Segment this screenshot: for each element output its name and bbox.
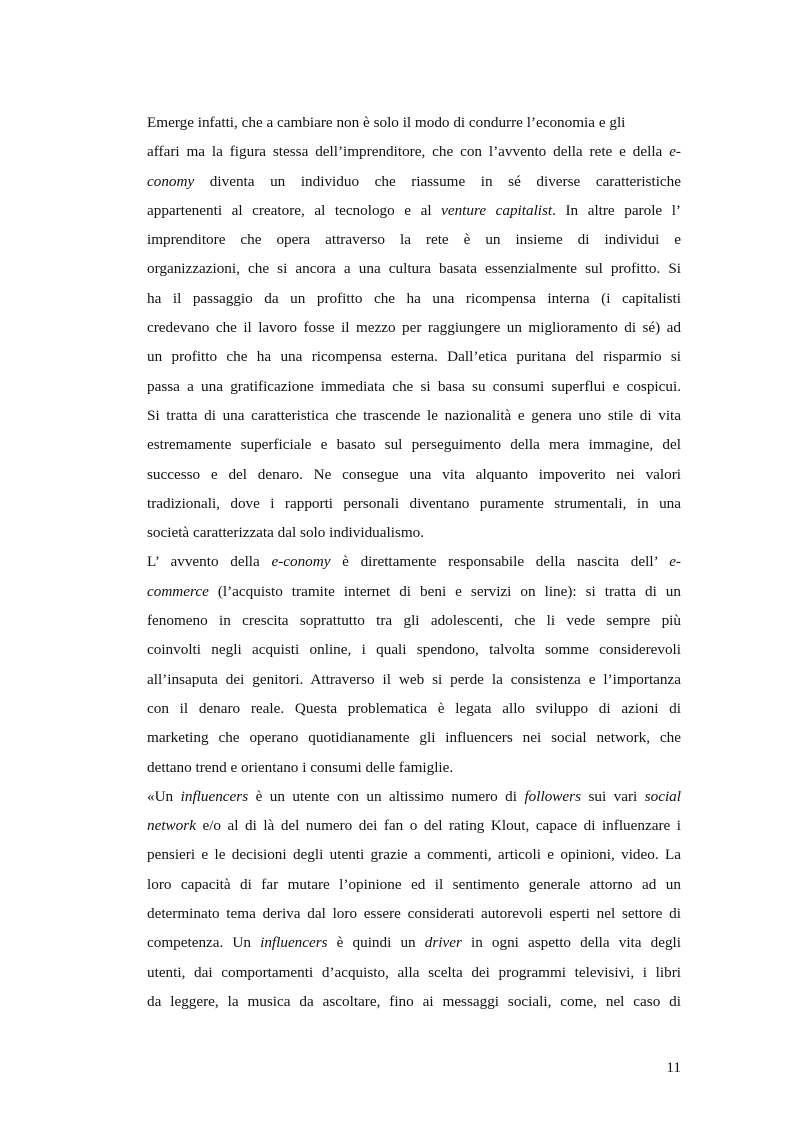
italic-run: e- [669, 143, 681, 161]
page-number: 11 [666, 1059, 681, 1076]
italic-run: influencers [260, 934, 328, 952]
italic-run: followers [524, 787, 581, 805]
text-run: è quindi un [327, 934, 425, 952]
italic-run: commerce [147, 582, 209, 600]
text-run: L’ avvento della [147, 553, 272, 571]
text-line [147, 665, 681, 694]
text-run: società caratterizzata dal solo individualismo. [147, 524, 425, 542]
text-line [147, 577, 681, 606]
text-line [147, 225, 681, 254]
text-run: sui vari [581, 787, 645, 805]
text-line [147, 284, 681, 313]
text-line [147, 635, 681, 664]
text-run: . In altre parole l’ [552, 201, 681, 219]
text-line [147, 958, 681, 987]
text-line [147, 137, 681, 166]
text-run: passa a una gratificazione immediata che si basa su consumi superflui e cospicui. [147, 377, 681, 395]
text-run: appartenenti al creatore, al tecnologo e al [147, 201, 442, 219]
body-text [147, 108, 681, 1016]
text-run: organizzazioni, che si ancora a una cultura basata essenzialmente sul profitto. Si [147, 260, 681, 278]
text-run: da leggere, la musica da ascoltare, fino ai messaggi sociali, come, nel caso di [147, 992, 681, 1010]
text-run: è direttamente responsabile della nascita dell’ [330, 553, 670, 571]
text-run: credevano che il lavoro fosse il mezzo per raggiungere un miglioramento di sé) ad [147, 319, 681, 337]
italic-run: conomy [147, 172, 195, 190]
text-run: in ogni aspetto della vita degli [461, 934, 681, 952]
text-line [147, 108, 681, 137]
text-line [147, 723, 681, 752]
text-run: tradizionali, dove i rapporti personali diventano puramente strumentali, in una [147, 494, 681, 512]
text-line [147, 840, 681, 869]
text-run: e/o al di là del numero dei fan o del rating Klout, capace di influenzare i [195, 817, 681, 835]
text-run: diventa un individuo che riassume in sé diverse caratteristiche [194, 172, 681, 190]
text-run: affari ma la figura stessa dell’imprenditore, che con l’avvento della rete e della [147, 143, 670, 161]
text-run: pensieri e le decisioni degli utenti grazie a commenti, articoli e opinioni, video. La [147, 846, 681, 864]
text-run: ha il passaggio da un profitto che ha una ricompensa interna (i capitalisti [147, 289, 681, 307]
text-line [147, 460, 681, 489]
italic-run: influencers [180, 787, 249, 805]
text-run: Emerge infatti, che a cambiare non è solo il modo di condurre l’economia e gli [147, 114, 626, 131]
text-run: un profitto che ha una ricompensa esterna. Dall’etica puritana del risparmio si [147, 348, 681, 366]
text-line [147, 196, 681, 225]
text-run: imprenditore che opera attraverso la rete è un insieme di individui e [147, 231, 681, 249]
text-run: successo e del denaro. Ne consegue una vita alquanto impoverito nei valori [147, 465, 681, 483]
text-run: loro capacità di far mutare l’opinione ed il sentimento generale attorno ad un [147, 875, 681, 893]
text-line [147, 489, 681, 518]
text-line [147, 811, 681, 840]
text-line [147, 870, 681, 899]
text-line [147, 928, 681, 957]
italic-run: driver [424, 934, 462, 952]
text-run: utenti, dai comportamenti d’acquisto, alla scelta dei programmi televisivi, i libri [147, 963, 681, 981]
italic-run: e-conomy [271, 553, 331, 571]
text-run: determinato tema deriva dal loro essere considerati autorevoli esperti nel settore di [147, 905, 681, 923]
text-line [147, 753, 681, 782]
text-run: all’insaputa dei genitori. Attraverso il web si perde la consistenza e l’importanza [147, 670, 681, 688]
text-run: competenza. Un [147, 934, 261, 952]
text-run: Si tratta di una caratteristica che trascende le nazionalità e genera uno stile di vita [147, 406, 681, 424]
text-line [147, 987, 681, 1016]
text-run: (l’acquisto tramite internet di beni e servizi on line): si tratta di un [208, 582, 681, 600]
text-run: marketing che operano quotidianamente gli influencers nei social network, che [147, 729, 681, 747]
text-line [147, 518, 681, 547]
italic-run: e- [669, 553, 681, 571]
text-line [147, 313, 681, 342]
text-line [147, 430, 681, 459]
text-line [147, 254, 681, 283]
text-run: fenomeno in crescita soprattutto tra gli adolescenti, che li vede sempre più [147, 612, 681, 630]
text-run: «Un [147, 787, 181, 805]
text-line [147, 782, 681, 811]
text-run: con il denaro reale. Questa problematica è legata allo sviluppo di azioni di [147, 699, 681, 717]
text-line [147, 547, 681, 576]
italic-run: venture capitalist [441, 201, 553, 219]
text-line [147, 694, 681, 723]
text-line [147, 401, 681, 430]
text-line [147, 342, 681, 371]
text-run: è un utente con un altissimo numero di [248, 787, 525, 805]
text-line [147, 606, 681, 635]
text-run: coinvolti negli acquisti online, i quali spendono, talvolta somme considerevoli [147, 641, 681, 659]
text-run: dettano trend e orientano i consumi delle famiglie. [147, 758, 454, 776]
italic-run: network [147, 817, 196, 835]
text-run: estremamente superficiale e basato sul perseguimento della mera immagine, del [147, 436, 681, 454]
text-line [147, 167, 681, 196]
italic-run: social [644, 787, 681, 805]
text-line [147, 899, 681, 928]
text-line [147, 372, 681, 401]
